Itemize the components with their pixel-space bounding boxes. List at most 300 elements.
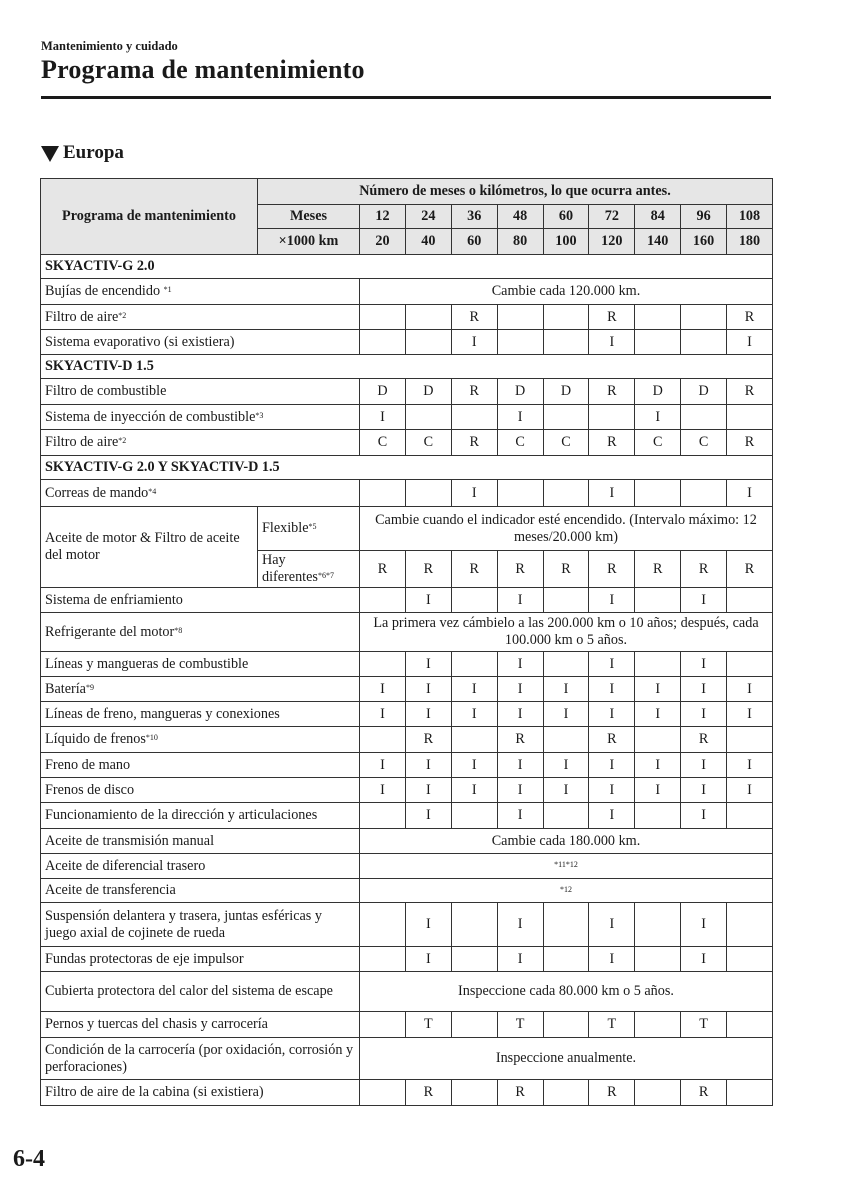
- interval-cell: I: [497, 588, 543, 613]
- item-label: Aceite de motor & Filtro de aceite del motor: [45, 530, 240, 563]
- interval-cell: R: [589, 727, 635, 753]
- interval-cell: R: [543, 551, 589, 588]
- interval-cell: I: [497, 702, 543, 727]
- interval-cell: I: [405, 702, 451, 727]
- interval-cell: [543, 480, 589, 507]
- table-row: [41, 879, 773, 903]
- interval-cell: I: [451, 677, 497, 702]
- interval-cell: I: [405, 947, 451, 972]
- interval-cell: R: [727, 305, 773, 330]
- interval-cell: T: [405, 1012, 451, 1038]
- item-label-cell: [41, 829, 360, 854]
- interval-cell: [360, 947, 406, 972]
- interval-cell: [727, 803, 773, 829]
- interval-cell: [497, 305, 543, 330]
- interval-cell: [451, 652, 497, 677]
- interval-cell: [405, 305, 451, 330]
- interval-cell: [451, 1080, 497, 1106]
- interval-cell: [360, 588, 406, 613]
- interval-cell: [543, 947, 589, 972]
- footnote-ref: *8: [174, 625, 183, 635]
- interval-cell: I: [727, 480, 773, 507]
- item-label-cell: [41, 652, 360, 677]
- section-label: Mantenimiento y cuidado: [41, 39, 178, 53]
- interval-cell: R: [589, 379, 635, 405]
- interval-cell: R: [589, 305, 635, 330]
- table-row: [41, 652, 773, 677]
- interval-cell: I: [405, 903, 451, 947]
- interval-cell: I: [497, 652, 543, 677]
- interval-cell: I: [589, 803, 635, 829]
- interval-cell: I: [497, 677, 543, 702]
- footnote-ref: *5: [308, 522, 317, 531]
- interval-cell: I: [681, 903, 727, 947]
- span-note-cell: Cambie cuando el indicador esté encendido. (Intervalo máximo: 12 meses/20.000 km): [360, 507, 773, 551]
- program-header-cell: Programa de mantenimiento: [41, 179, 258, 255]
- interval-cell: I: [497, 803, 543, 829]
- km-label-cell: ×1000 km: [258, 229, 360, 255]
- table-row: [41, 972, 773, 1012]
- interval-cell: I: [543, 753, 589, 778]
- interval-cell: [727, 1012, 773, 1038]
- item-label-cell: [41, 480, 360, 507]
- footnote-ref: *3: [255, 410, 264, 420]
- interval-cell: I: [635, 702, 681, 727]
- interval-cell: I: [405, 677, 451, 702]
- interval-cell: [635, 305, 681, 330]
- item-label: Filtro de aire: [45, 434, 119, 450]
- month-cell: 84: [635, 205, 681, 229]
- item-label-cell: [41, 305, 360, 330]
- interval-cell: [681, 480, 727, 507]
- item-label-cell: [41, 1080, 360, 1106]
- month-cell: 72: [589, 205, 635, 229]
- span-note-cell: Inspeccione anualmente.: [360, 1038, 773, 1080]
- item-label-cell: [41, 1038, 360, 1080]
- interval-cell: [360, 305, 406, 330]
- interval-cell: [727, 405, 773, 430]
- interval-cell: R: [681, 727, 727, 753]
- interval-cell: I: [451, 753, 497, 778]
- table-row: [41, 480, 773, 507]
- interval-cell: I: [727, 753, 773, 778]
- interval-cell: [451, 405, 497, 430]
- interval-cell: R: [681, 551, 727, 588]
- item-label-cell: [41, 854, 360, 879]
- km-cell: 80: [497, 229, 543, 255]
- interval-cell: I: [635, 753, 681, 778]
- interval-cell: R: [589, 551, 635, 588]
- month-cell: 60: [543, 205, 589, 229]
- interval-cell: [360, 727, 406, 753]
- interval-cell: [360, 1012, 406, 1038]
- month-cell: 96: [681, 205, 727, 229]
- item-label: Pernos y tuercas del chasis y carrocería: [45, 1016, 268, 1032]
- km-cell: 60: [451, 229, 497, 255]
- sub-label-cell: [258, 507, 360, 551]
- item-label: Filtro de combustible: [45, 383, 167, 399]
- table-row: [41, 753, 773, 778]
- item-label: Aceite de transferencia: [45, 882, 176, 898]
- item-label: Bujías de encendido: [45, 283, 164, 299]
- interval-cell: [543, 652, 589, 677]
- table-row: [41, 1080, 773, 1106]
- span-note-cell: La primera vez cámbielo a las 200.000 km o 10 años; después, cada 100.000 km o 5 años.: [360, 613, 773, 652]
- item-label-cell: [41, 727, 360, 753]
- interval-cell: I: [589, 753, 635, 778]
- interval-cell: I: [681, 778, 727, 803]
- item-label: Fundas protectoras de eje impulsor: [45, 950, 244, 967]
- interval-cell: C: [681, 430, 727, 456]
- interval-cell: [360, 803, 406, 829]
- table-row: [41, 1038, 773, 1080]
- table-row: [41, 854, 773, 879]
- item-label: Batería: [45, 680, 86, 697]
- interval-cell: [543, 305, 589, 330]
- interval-cell: I: [451, 702, 497, 727]
- interval-cell: [635, 1080, 681, 1106]
- interval-cell: I: [727, 702, 773, 727]
- interval-cell: R: [727, 430, 773, 456]
- interval-cell: I: [589, 903, 635, 947]
- table-row: [41, 279, 773, 305]
- region-label: Europa: [63, 142, 124, 163]
- interval-cell: [635, 480, 681, 507]
- interval-cell: I: [589, 677, 635, 702]
- interval-cell: [635, 727, 681, 753]
- item-label: Correas de mando: [45, 484, 149, 501]
- interval-cell: D: [543, 379, 589, 405]
- span-note-cell: Cambie cada 120.000 km.: [360, 279, 773, 305]
- section-row: [41, 355, 773, 379]
- interval-cell: [635, 588, 681, 613]
- item-label: Sistema evaporativo (si existiera): [45, 333, 235, 350]
- interval-cell: I: [727, 677, 773, 702]
- item-label: Cubierta protectora del calor del sistema de escape: [45, 983, 333, 999]
- interval-cell: T: [681, 1012, 727, 1038]
- table-row: [41, 702, 773, 727]
- section-row: [41, 255, 773, 279]
- span-note-cell: Inspeccione cada 80.000 km o 5 años.: [360, 972, 773, 1012]
- km-cell: 160: [681, 229, 727, 255]
- span-note-cell: *12: [360, 879, 773, 903]
- table-row: [41, 588, 773, 613]
- interval-cell: I: [451, 330, 497, 355]
- footnote-ref: *4: [148, 486, 157, 496]
- item-label-cell: [41, 803, 360, 829]
- interval-cell: I: [405, 753, 451, 778]
- table-row: [41, 305, 773, 330]
- interval-cell: C: [405, 430, 451, 456]
- item-label-cell: [41, 330, 360, 355]
- interval-cell: [681, 305, 727, 330]
- item-label-cell: [41, 279, 360, 305]
- interval-cell: R: [497, 727, 543, 753]
- item-label-cell: [41, 430, 360, 456]
- interval-cell: [360, 652, 406, 677]
- item-label-cell: [41, 947, 360, 972]
- table-row: [41, 947, 773, 972]
- table-row: [41, 727, 773, 753]
- item-label-cell: [41, 778, 360, 803]
- item-label-cell: [41, 879, 360, 903]
- interval-cell: [543, 330, 589, 355]
- interval-cell: C: [360, 430, 406, 456]
- table-row: [41, 829, 773, 854]
- section-label-cell: SKYACTIV-D 1.5: [41, 355, 773, 379]
- km-cell: 180: [727, 229, 773, 255]
- item-label-cell: [41, 677, 360, 702]
- interval-cell: R: [451, 305, 497, 330]
- interval-cell: I: [681, 588, 727, 613]
- interval-cell: I: [635, 405, 681, 430]
- interval-cell: R: [405, 551, 451, 588]
- interval-cell: I: [589, 330, 635, 355]
- table-row: [41, 405, 773, 430]
- table-row: [41, 1012, 773, 1038]
- interval-cell: I: [405, 588, 451, 613]
- interval-cell: [543, 1012, 589, 1038]
- interval-cell: [635, 330, 681, 355]
- span-note-cell: *11*12: [360, 854, 773, 879]
- interval-cell: [727, 588, 773, 613]
- interval-cell: [635, 803, 681, 829]
- triangle-down-icon: [41, 146, 59, 162]
- span-note-cell: Cambie cada 180.000 km.: [360, 829, 773, 854]
- interval-cell: [635, 1012, 681, 1038]
- item-label-cell: [41, 1012, 360, 1038]
- interval-cell: I: [543, 677, 589, 702]
- interval-cell: I: [543, 778, 589, 803]
- interval-cell: T: [589, 1012, 635, 1038]
- footnote-ref: *6*7: [317, 571, 334, 580]
- interval-cell: I: [360, 778, 406, 803]
- interval-cell: [727, 903, 773, 947]
- footnote-ref: *1: [163, 285, 172, 294]
- interval-cell: I: [681, 803, 727, 829]
- interval-cell: R: [727, 551, 773, 588]
- interval-cell: D: [405, 379, 451, 405]
- footnote-ref: *9: [85, 682, 94, 692]
- interval-cell: I: [543, 702, 589, 727]
- interval-cell: I: [405, 652, 451, 677]
- interval-cell: I: [589, 947, 635, 972]
- interval-cell: C: [543, 430, 589, 456]
- interval-cell: I: [360, 677, 406, 702]
- table-row: [41, 379, 773, 405]
- month-cell: 36: [451, 205, 497, 229]
- interval-cell: I: [681, 753, 727, 778]
- interval-cell: R: [451, 430, 497, 456]
- interval-cell: [681, 405, 727, 430]
- interval-cell: R: [589, 430, 635, 456]
- interval-cell: I: [589, 480, 635, 507]
- region-heading: [41, 142, 124, 164]
- item-label: Líneas y mangueras de combustible: [45, 655, 249, 672]
- interval-cell: [543, 1080, 589, 1106]
- interval-cell: R: [405, 727, 451, 753]
- interval-cell: [360, 480, 406, 507]
- interval-cell: [405, 330, 451, 355]
- interval-cell: C: [635, 430, 681, 456]
- sub-label-cell: [258, 551, 360, 588]
- table-row: [41, 613, 773, 652]
- interval-cell: R: [497, 1080, 543, 1106]
- interval-cell: [405, 480, 451, 507]
- item-label-cell: [41, 972, 360, 1012]
- interval-title-cell: Número de meses o kilómetros, lo que ocurra antes.: [258, 179, 773, 205]
- interval-cell: C: [497, 430, 543, 456]
- interval-cell: [727, 727, 773, 753]
- interval-cell: I: [497, 947, 543, 972]
- maintenance-table: [40, 178, 773, 1106]
- interval-cell: [360, 1080, 406, 1106]
- interval-cell: [635, 903, 681, 947]
- footnote-ref: *2: [118, 436, 127, 445]
- table-row: [41, 330, 773, 355]
- interval-cell: R: [727, 379, 773, 405]
- section-row: [41, 456, 773, 480]
- table-row: [41, 903, 773, 947]
- interval-cell: I: [589, 588, 635, 613]
- interval-cell: I: [635, 677, 681, 702]
- interval-cell: I: [727, 778, 773, 803]
- interval-cell: [635, 652, 681, 677]
- interval-cell: [635, 947, 681, 972]
- km-cell: 40: [405, 229, 451, 255]
- interval-cell: I: [497, 778, 543, 803]
- footnote-ref: *10: [145, 733, 158, 742]
- interval-cell: I: [360, 405, 406, 430]
- interval-cell: I: [497, 753, 543, 778]
- interval-cell: I: [681, 677, 727, 702]
- item-label-cell: [41, 753, 360, 778]
- interval-cell: [543, 803, 589, 829]
- interval-cell: [405, 405, 451, 430]
- interval-cell: I: [405, 803, 451, 829]
- interval-cell: D: [635, 379, 681, 405]
- sub-label: Flexible: [262, 520, 309, 536]
- interval-cell: D: [360, 379, 406, 405]
- item-label: Sistema de inyección de combustible: [45, 408, 256, 425]
- sub-label: Hay diferentes: [262, 552, 318, 585]
- interval-cell: [497, 330, 543, 355]
- item-label-cell: [41, 507, 258, 588]
- table-row: [41, 778, 773, 803]
- footnote-ref: *2: [118, 310, 127, 320]
- section-label-cell: SKYACTIV-G 2.0 Y SKYACTIV-D 1.5: [41, 456, 773, 480]
- interval-cell: I: [360, 753, 406, 778]
- interval-cell: [543, 405, 589, 430]
- interval-cell: I: [727, 330, 773, 355]
- interval-cell: [360, 903, 406, 947]
- km-cell: 120: [589, 229, 635, 255]
- item-label: Filtro de aire de la cabina (si existiera): [45, 1084, 264, 1100]
- item-label-cell: [41, 702, 360, 727]
- interval-cell: I: [589, 778, 635, 803]
- interval-cell: [451, 588, 497, 613]
- section-label-cell: SKYACTIV-G 2.0: [41, 255, 773, 279]
- interval-cell: [451, 947, 497, 972]
- interval-cell: [681, 330, 727, 355]
- interval-cell: [451, 727, 497, 753]
- interval-cell: I: [681, 947, 727, 972]
- item-label-cell: [41, 379, 360, 405]
- interval-cell: I: [589, 702, 635, 727]
- interval-cell: D: [681, 379, 727, 405]
- table-row: [41, 507, 773, 551]
- interval-cell: I: [405, 778, 451, 803]
- interval-cell: [451, 803, 497, 829]
- km-cell: 20: [360, 229, 406, 255]
- item-label: Aceite de transmisión manual: [45, 832, 215, 849]
- interval-cell: [543, 588, 589, 613]
- interval-cell: [543, 903, 589, 947]
- interval-cell: [543, 727, 589, 753]
- interval-cell: R: [681, 1080, 727, 1106]
- item-label: Filtro de aire: [45, 308, 119, 325]
- item-label: Funcionamiento de la dirección y articulaciones: [45, 807, 318, 823]
- page-number: 6-4: [13, 1146, 45, 1172]
- interval-cell: R: [497, 551, 543, 588]
- interval-cell: I: [497, 903, 543, 947]
- interval-cell: [727, 1080, 773, 1106]
- item-label: Aceite de diferencial trasero: [45, 857, 206, 874]
- item-label: Refrigerante del motor: [45, 623, 175, 640]
- month-cell: 12: [360, 205, 406, 229]
- table-row: [41, 677, 773, 702]
- interval-cell: T: [497, 1012, 543, 1038]
- km-cell: 100: [543, 229, 589, 255]
- table-row: [41, 803, 773, 829]
- interval-cell: [727, 652, 773, 677]
- page-title: Programa de mantenimiento: [41, 55, 365, 84]
- interval-cell: I: [451, 778, 497, 803]
- item-label: Sistema de enfriamiento: [45, 591, 183, 608]
- interval-cell: D: [497, 379, 543, 405]
- table-row: [41, 430, 773, 456]
- interval-cell: [589, 405, 635, 430]
- interval-cell: I: [681, 652, 727, 677]
- month-cell: 24: [405, 205, 451, 229]
- interval-cell: [451, 1012, 497, 1038]
- month-cell: 108: [727, 205, 773, 229]
- interval-cell: R: [360, 551, 406, 588]
- interval-cell: R: [451, 379, 497, 405]
- interval-cell: I: [360, 702, 406, 727]
- interval-cell: R: [451, 551, 497, 588]
- interval-cell: [360, 330, 406, 355]
- item-label: Suspensión delantera y trasera, juntas esféricas y juego axial de cojinete de rueda: [45, 907, 322, 941]
- interval-cell: [497, 480, 543, 507]
- interval-cell: R: [635, 551, 681, 588]
- item-label-cell: [41, 613, 360, 652]
- interval-cell: R: [405, 1080, 451, 1106]
- item-label: Condición de la carrocería (por oxidación, corrosión y perforaciones): [45, 1041, 354, 1075]
- item-label-cell: [41, 405, 360, 430]
- km-cell: 140: [635, 229, 681, 255]
- interval-cell: I: [635, 778, 681, 803]
- interval-cell: R: [589, 1080, 635, 1106]
- interval-cell: I: [681, 702, 727, 727]
- item-label: Freno de mano: [45, 756, 131, 773]
- month-cell: 48: [497, 205, 543, 229]
- item-label-cell: [41, 588, 360, 613]
- title-rule: [41, 96, 771, 99]
- months-label-cell: Meses: [258, 205, 360, 229]
- item-label-cell: [41, 903, 360, 947]
- item-label: Líquido de frenos: [45, 731, 146, 747]
